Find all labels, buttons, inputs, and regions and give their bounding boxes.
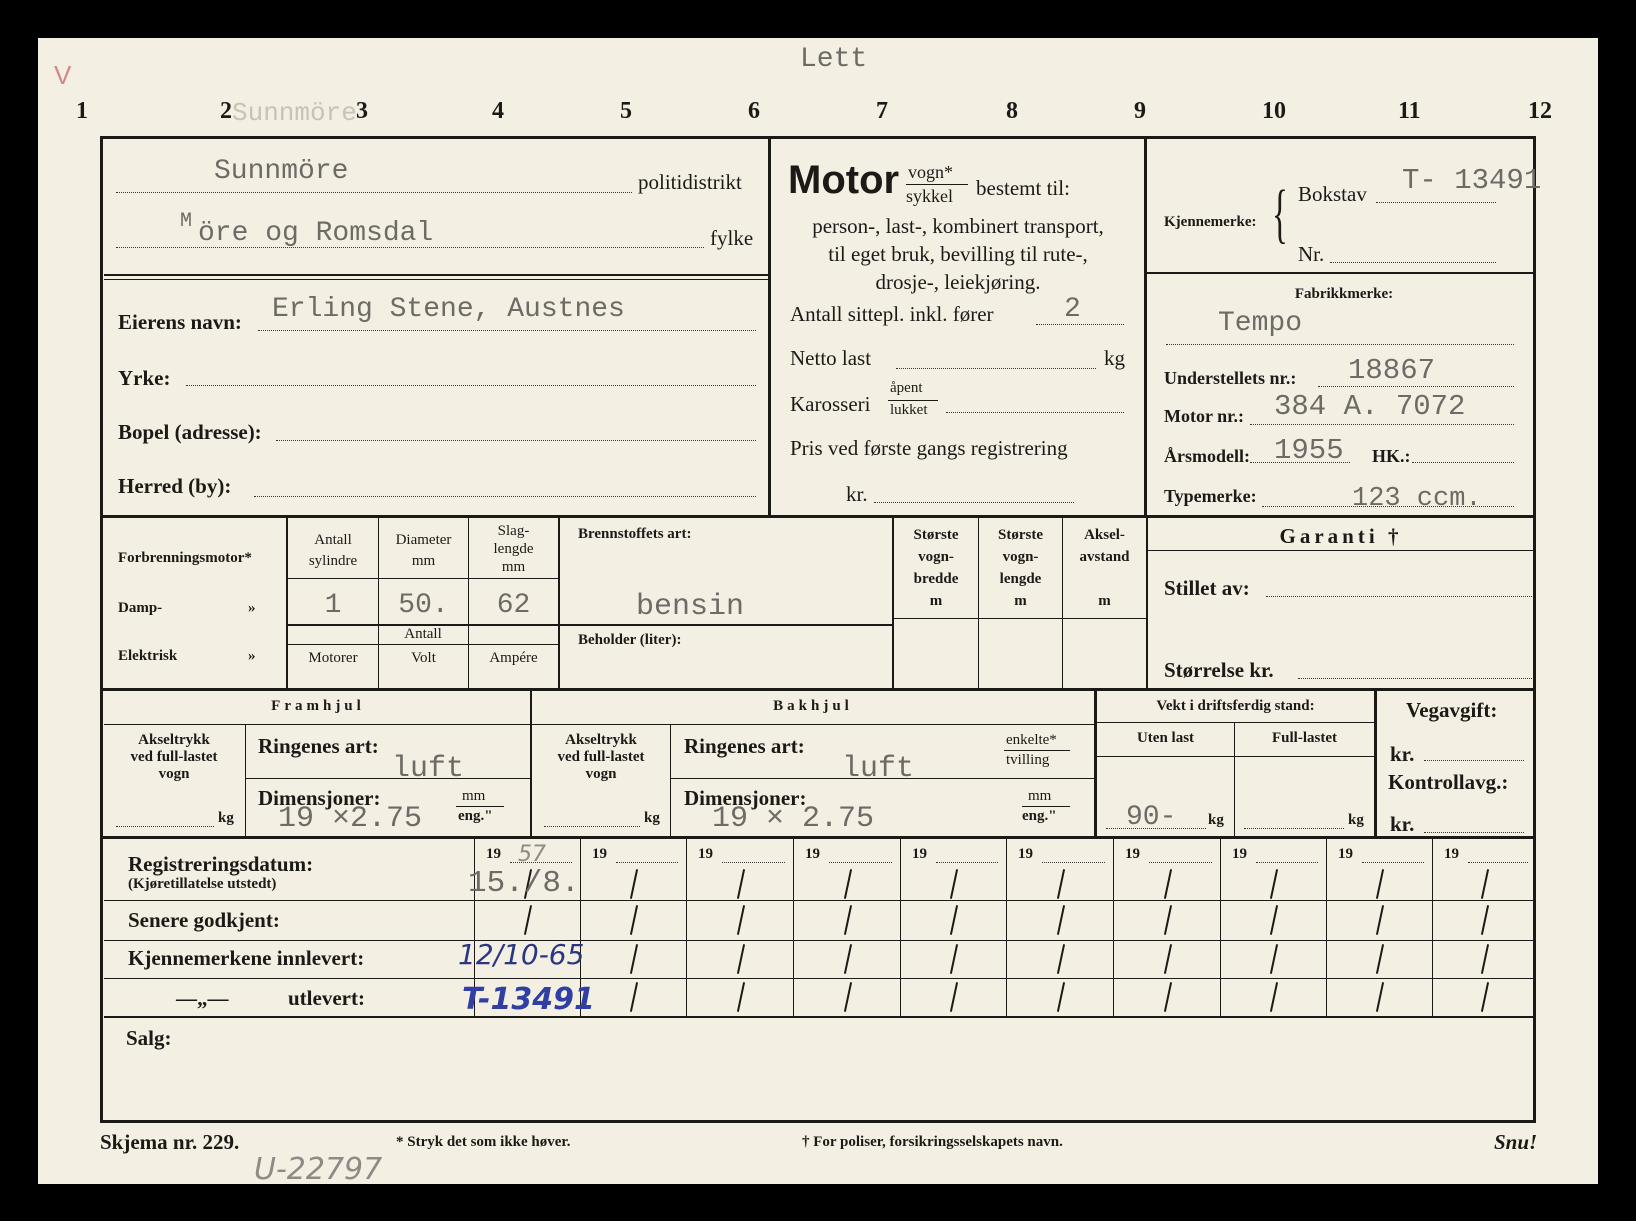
reg-year-prefix: 19	[486, 846, 501, 862]
margin-mark: V	[54, 60, 72, 90]
rear-mm: mm	[1028, 788, 1052, 804]
weight-empty-label: Uten last	[1136, 730, 1195, 746]
rear-title-rule	[532, 724, 1094, 725]
district-label: politidistrikt	[638, 170, 742, 194]
guarantee-amount-label: Størrelse kr.	[1164, 658, 1274, 682]
reg-year-prefix: 19	[1018, 846, 1033, 862]
weight-full-label: Full-lastet	[1272, 730, 1337, 746]
hp-label: HK.:	[1372, 446, 1411, 466]
rule-plate	[1147, 272, 1533, 274]
reg-delivered-in-label: Kjennemerkene innlevert:	[128, 946, 365, 970]
ruler-number: 12	[1528, 98, 1552, 124]
front-title-rule	[104, 724, 532, 725]
type-value: 123 ccm.	[1352, 484, 1482, 514]
ruler-number: 7	[876, 98, 888, 124]
rear-wheel-title: Bakhjul	[773, 698, 853, 714]
seats-label: Antall sittepl. inkl. fører	[790, 302, 994, 326]
manufacturer-line	[1166, 344, 1514, 345]
weight-empty-value: 90-	[1126, 802, 1177, 833]
front-rings-rule	[246, 778, 532, 779]
reg-year-line	[1256, 862, 1318, 863]
reg-year-line	[829, 862, 892, 863]
front-eng: eng."	[458, 808, 493, 824]
motor-title: Motor	[788, 158, 900, 202]
guarantee-amount-line	[1298, 678, 1532, 679]
rear-rings-label: Ringenes art:	[684, 734, 805, 758]
net-load-label: Netto last	[790, 346, 872, 370]
guarantee-rule	[1148, 550, 1534, 551]
fuel-value: bensin	[636, 590, 745, 624]
rear-dims-value: 19 × 2.75	[712, 802, 875, 836]
sale-label: Salg:	[126, 1026, 172, 1050]
delivered-out-value: T-13491	[462, 982, 595, 1017]
engine-no-line	[1250, 424, 1514, 425]
plate-brace: {	[1272, 177, 1288, 250]
weight-full-unit: kg	[1348, 812, 1364, 828]
reg-year-prefix: 19	[805, 846, 820, 862]
address-label: Bopel (adresse):	[118, 420, 262, 444]
reg-col-rule	[686, 838, 687, 1016]
manufacturer-value: Tempo	[1218, 308, 1303, 339]
purpose-line-3: drosje-, leiekjøring.	[875, 270, 1041, 294]
ruler-number: 5	[620, 98, 632, 124]
district-line	[116, 192, 632, 193]
delivered-in-value: 12/10-65	[458, 938, 585, 971]
reg-col-rule	[1326, 838, 1327, 1016]
engine-col-4	[558, 516, 560, 690]
diameter-value: 50.	[398, 590, 449, 621]
chassis-label: Understellets nr.:	[1164, 368, 1297, 388]
chassis-line	[1318, 386, 1514, 387]
wheelbase-header: Aksel- avstand m	[1079, 527, 1130, 609]
rear-unit-bar	[1022, 806, 1070, 807]
motor-title-vogn: vogn*	[908, 162, 953, 182]
rule-registration-top	[100, 836, 1536, 839]
purpose-line-1: person-, last-, kombinert transport,	[812, 214, 1104, 238]
reg-col-rule	[1220, 838, 1221, 1016]
frame-right	[1533, 136, 1536, 1122]
combustion-label: Forbrenningsmotor*	[118, 550, 252, 566]
control-fee-kr: kr.	[1390, 812, 1415, 836]
rear-twin: tvilling	[1006, 752, 1050, 768]
owner-name-line	[258, 330, 756, 331]
rear-single: enkelte*	[1006, 732, 1057, 748]
owner-name-value: Erling Stene, Austnes	[272, 294, 625, 325]
motors-header: Motorer	[308, 650, 358, 666]
body-closed: lukket	[890, 402, 928, 418]
engine-row-c	[288, 644, 558, 645]
rear-rings-value: luft	[842, 752, 915, 786]
reg-year-line	[1042, 862, 1105, 863]
occupation-line	[186, 385, 756, 386]
front-rings-value: luft	[392, 752, 465, 786]
archive-number: U-22797	[254, 1152, 383, 1187]
plate-letter-value: T- 13491	[1402, 164, 1542, 197]
weight-title: Vekt i driftsferdig stand:	[1156, 698, 1315, 714]
ruler-number: 1	[76, 98, 88, 124]
ruler-number: 2	[220, 98, 232, 124]
manufacturer-label: Fabrikkmerke:	[1294, 286, 1394, 302]
rear-col-rule	[670, 724, 671, 836]
form-number: Skjema nr. 229.	[100, 1130, 240, 1154]
stroke-header: Slag- lengde mm	[493, 523, 534, 575]
county-label: fylke	[710, 226, 754, 250]
front-dims-value: 19 ×2.75	[278, 802, 423, 836]
ruler-number: 3	[356, 98, 368, 124]
front-axle-load-line	[116, 826, 214, 827]
front-axle-load-unit: kg	[218, 810, 234, 826]
weight-empty-unit: kg	[1208, 812, 1224, 828]
type-label: Typemerke:	[1164, 486, 1257, 506]
reg-year-line	[1362, 862, 1424, 863]
tank-label: Beholder (liter):	[578, 632, 682, 648]
engine-row-a	[288, 578, 558, 579]
year-value: 1955	[1274, 434, 1344, 467]
stroke-value: 62	[496, 590, 531, 621]
frame-top	[100, 136, 1536, 139]
chassis-value: 18867	[1348, 354, 1436, 387]
frame-bottom	[100, 1120, 1536, 1123]
net-load-line	[896, 368, 1096, 369]
turn-over: Snu!	[1494, 1130, 1538, 1154]
steam-ditto: »	[248, 600, 256, 616]
road-tax-label: Vegavgift:	[1406, 698, 1498, 722]
first-date-value: 15./8.	[468, 866, 580, 901]
reg-year-prefix: 19	[1232, 846, 1247, 862]
weight-divider-right	[1374, 690, 1377, 838]
first-year-value: 57	[518, 842, 546, 867]
rule-sale-top	[104, 1016, 1536, 1018]
reg-approved-label: Senere godkjent:	[128, 908, 280, 932]
engine-no-label: Motor nr.:	[1164, 406, 1244, 426]
county-line	[116, 247, 704, 248]
plate-letter-line	[1376, 202, 1496, 203]
rear-eng: eng."	[1022, 808, 1057, 824]
motor-title-suffix: bestemt til:	[976, 176, 1070, 200]
reg-delivered-out-label: utlevert:	[288, 986, 365, 1010]
front-axle-load-label: Akseltrykk ved full-lastet vogn	[130, 732, 218, 782]
reg-year-prefix: 19	[1125, 846, 1140, 862]
net-load-unit: kg	[1104, 346, 1125, 370]
rear-axle-load-line	[544, 826, 640, 827]
price-label: Pris ved første gangs registrering	[790, 436, 1068, 460]
fuel-label: Brennstoffets art:	[578, 526, 692, 542]
rear-dims-label: Dimensjoner:	[684, 786, 807, 810]
rule-wheels-top	[100, 688, 1536, 691]
seats-value: 2	[1064, 294, 1081, 325]
guarantee-title: Garanti †	[1279, 524, 1403, 548]
rear-axle-load-unit: kg	[644, 810, 660, 826]
guarantee-by-label: Stillet av:	[1164, 576, 1250, 600]
seats-line	[1036, 324, 1124, 325]
weight-header-rule	[1097, 756, 1374, 757]
control-fee-label: Kontrollavg.:	[1388, 770, 1509, 794]
rule-district-1	[104, 274, 768, 276]
ruler-number: 6	[748, 98, 760, 124]
engine-no-value: 384 A. 7072	[1274, 390, 1466, 423]
front-rings-label: Ringenes art:	[258, 734, 379, 758]
front-col-rule	[245, 724, 246, 836]
reg-year-prefix: 19	[592, 846, 607, 862]
address-line	[276, 440, 756, 441]
reg-year-line	[1468, 862, 1528, 863]
body-line	[946, 412, 1124, 413]
ruler-number: 4	[492, 98, 504, 124]
ruler-number: 10	[1262, 98, 1286, 124]
ruler-number: 8	[1006, 98, 1018, 124]
reg-row-rule	[104, 940, 1534, 941]
motor-fraction-bar	[906, 184, 968, 185]
ruler-number: 9	[1134, 98, 1146, 124]
owner-name-label: Eierens navn:	[118, 310, 242, 334]
district-value: Sunnmöre	[214, 156, 349, 187]
cylinders-header: Antall sylindre	[308, 532, 358, 569]
reg-col-rule	[1432, 838, 1433, 1016]
engine-row-d	[894, 618, 1146, 619]
reg-year-line	[616, 862, 678, 863]
reg-year-prefix: 19	[1338, 846, 1353, 862]
road-tax-kr: kr.	[1390, 742, 1415, 766]
plate-label: Kjennemerke:	[1164, 214, 1257, 230]
registration-card	[38, 38, 1598, 1184]
ruler-number: 11	[1398, 98, 1421, 124]
price-line	[874, 502, 1074, 503]
municipality-label: Herred (by):	[118, 474, 232, 498]
reg-year-line	[1149, 862, 1212, 863]
frame-left	[100, 136, 103, 1122]
reg-col-rule	[1006, 838, 1007, 1016]
hp-line	[1412, 462, 1514, 463]
guarantee-by-line	[1266, 596, 1532, 597]
reg-row-rule	[104, 900, 1534, 901]
type-line	[1262, 506, 1514, 507]
stamp-lett: Lett	[800, 44, 868, 75]
road-tax-line	[1424, 760, 1524, 761]
reg-year-prefix: 19	[698, 846, 713, 862]
motor-title-sykkel: sykkel	[906, 186, 953, 206]
year-line	[1250, 462, 1350, 463]
reg-ditto: —„—	[176, 986, 229, 1010]
electric-ditto: »	[248, 648, 256, 664]
reg-year-line	[722, 862, 785, 863]
rear-single-bar	[1004, 750, 1070, 751]
body-fraction-bar	[888, 400, 938, 401]
year-label: Årsmodell:	[1164, 446, 1250, 466]
steam-label: Damp-	[118, 600, 163, 616]
reg-date-sub: (Kjøretillatelse utstedt)	[128, 876, 277, 892]
rear-axle-load-label: Akseltrykk ved full-lastet vogn	[557, 732, 645, 782]
divider-motor-left	[768, 136, 771, 516]
purpose-line-2: til eget bruk, bevilling til rute-,	[828, 242, 1088, 266]
divider-motor-right	[1144, 136, 1147, 516]
front-wheel-title: Framhjul	[271, 698, 365, 714]
price-unit: kr.	[846, 482, 868, 506]
max-width-header: Største vogn- bredde m	[913, 527, 959, 609]
cylinders-value: 1	[324, 590, 342, 621]
reg-col-rule	[1113, 838, 1114, 1016]
reg-col-rule	[793, 838, 794, 1016]
reg-row-rule	[104, 978, 1534, 979]
front-dims-label: Dimensjoner:	[258, 786, 381, 810]
rule-district-2	[104, 279, 768, 280]
front-mm: mm	[462, 788, 486, 804]
antall-label: Antall	[404, 626, 442, 642]
footnote-police: † For poliser, forsikringsselskapets navn.	[802, 1134, 1063, 1150]
plate-nr-line	[1330, 262, 1496, 263]
reg-date-label: Registreringsdatum:	[128, 852, 314, 876]
body-open: åpent	[890, 380, 923, 396]
plate-nr-label: Nr.	[1298, 242, 1325, 266]
electric-label: Elektrisk	[118, 648, 178, 664]
control-fee-line	[1424, 832, 1524, 833]
weight-title-rule	[1097, 722, 1374, 723]
reg-year-prefix: 19	[912, 846, 927, 862]
county-value: öre og Romsdal	[198, 218, 434, 249]
reg-col-rule	[900, 838, 901, 1016]
reg-year-line	[936, 862, 998, 863]
reg-year-prefix: 19	[1444, 846, 1459, 862]
volt-header: Volt	[411, 650, 436, 666]
max-length-header: Største vogn- lengde m	[998, 527, 1043, 609]
front-unit-bar	[456, 806, 504, 807]
plate-letter-label: Bokstav	[1298, 182, 1367, 206]
footnote-strike: * Stryk det som ikke høver.	[396, 1134, 571, 1150]
weight-empty-line	[1106, 828, 1206, 829]
body-label: Karosseri	[790, 392, 871, 416]
rule-engine-top	[100, 515, 1536, 518]
weight-full-line	[1244, 828, 1344, 829]
county-prefix: M	[180, 210, 193, 233]
occupation-label: Yrke:	[118, 366, 171, 390]
ampere-header: Ampére	[489, 650, 538, 666]
diameter-header: Diameter mm	[395, 532, 452, 569]
municipality-line	[254, 496, 756, 497]
faint-stamp: Sunnmöre	[232, 98, 357, 128]
